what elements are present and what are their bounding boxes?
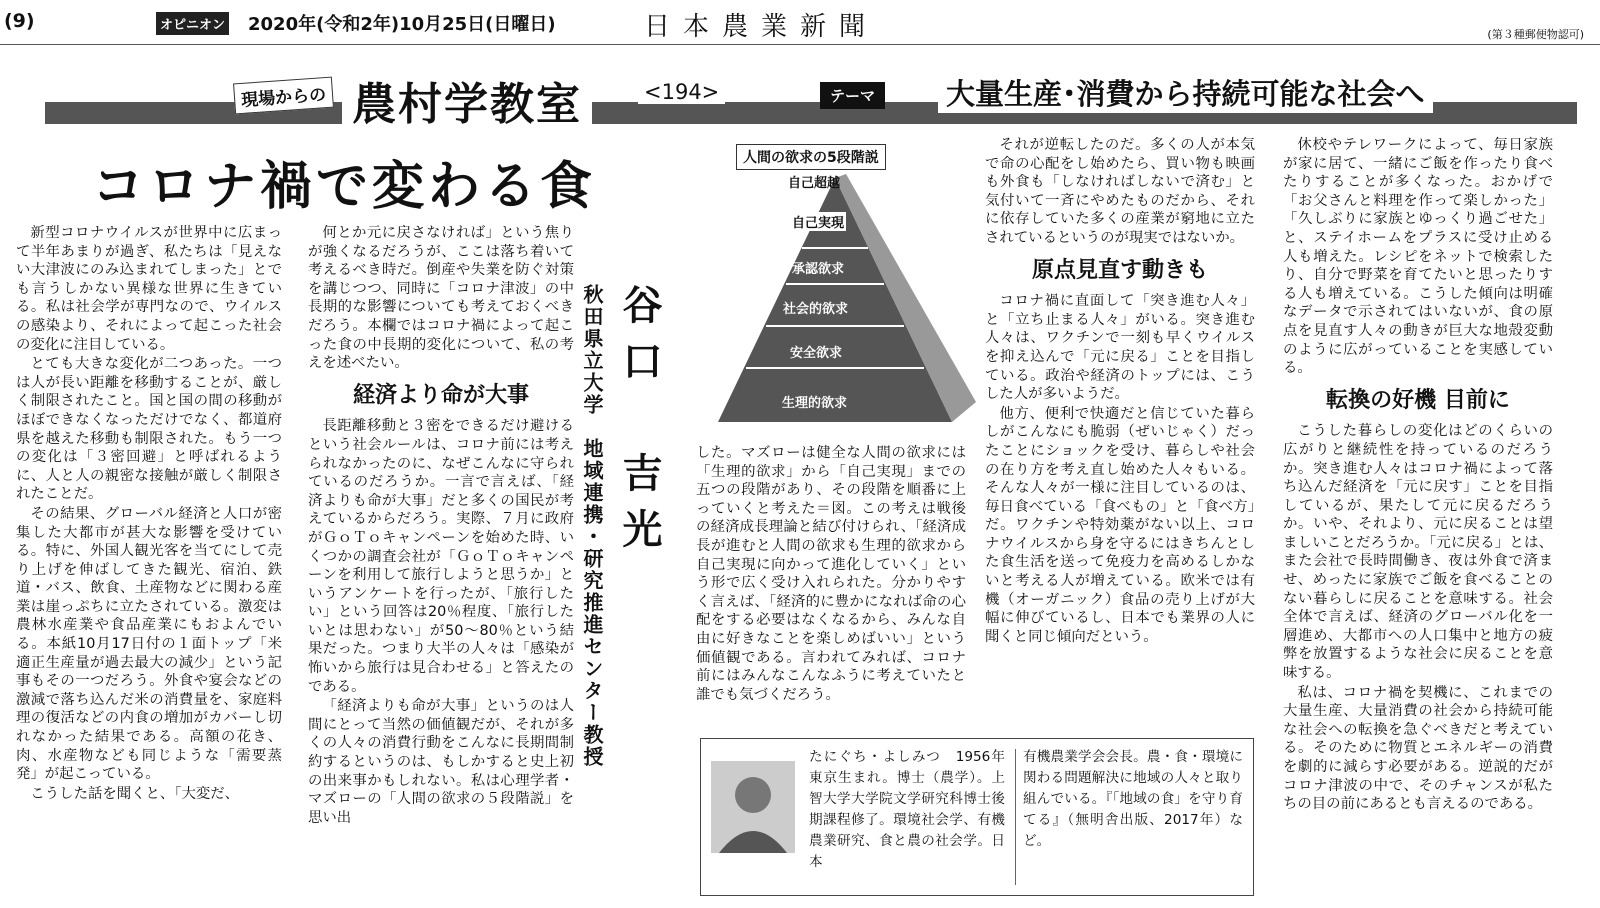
series-number: <194> xyxy=(638,80,725,104)
paragraph: 長距離移動と３密をできるだけ避けるという社会ルールは、コロナ前には考えられなかったのに、なぜこんなに守られているのだろうか。一言で言えば、「経済よりも命が大事」だと多くの国民が考えているからだろう。実際、７月に政府がＧｏＴｏキャンペーンを始めた時、いくつかの調査会社が「ＧｏＴｏキャンペーンを利用して旅行しようと思うか」というアンケートを行ったが、「旅行したい」という回答は20％程度、「旅行したいとは思わない」が50～80％という結果だった。つまり大半の人々は「感染が怖いから旅行は見合わせる」と答えたのである。 xyxy=(308,418,574,695)
series-banner xyxy=(0,52,1600,132)
series-badge: 現場からの xyxy=(233,77,334,115)
issue-date: 2020年(令和2年)10月25日(日曜日) xyxy=(248,14,556,35)
paragraph: その結果、グローバル経済と人口が密集した大都市が甚大な影響を受けている。特に、外国人観光客を当てにして売り上げを伸ばしてきた観光、宿泊、鉄道・バス、飲食、土産物などに関わる産業は崖っぷちに立たされている。激変は農林水産業や食品産業にもおよんでいる。本紙10月17日付の１面トップ「米適正生産量が過去最大の減少」という記事もその一つだろう。外食や宴会などの激減で落ち込んだ米の消費量を、家庭料理の復活などの内食の増加がカバーし切れなかった結果である。高額の花き、肉、水産物なども同じような「需要蒸発」が起こっている。 xyxy=(16,505,282,783)
author-photo xyxy=(711,761,795,853)
paragraph: 「経済よりも命が大事」というのは人間にとって当然の価値観だが、それが多くの人々の消費行動をこんなに長期間制約するというのは、もしかすると史上初の出来事かもしれない。私は心理学者・マズローの「人間の欲求の５段階説」を思い出 xyxy=(308,698,574,826)
author-affiliation: 秋田県立大学 地域連携・研究推進センター教授 xyxy=(580,284,604,768)
subheading: 経済より命が大事 xyxy=(352,382,529,408)
author-name: 谷口 吉光 xyxy=(616,284,663,564)
section-label: オピニオン xyxy=(156,12,229,35)
masthead xyxy=(0,0,1600,45)
pyramid-level-label: 承認欲求 xyxy=(792,262,845,277)
article-headline: コロナ禍で変わる食 xyxy=(92,156,597,217)
theme-title: 大量生産･消費から持続可能な社会へ xyxy=(938,72,1433,113)
author-bio-box xyxy=(700,738,1254,896)
paragraph: 他方、便利で快適だと信じていた暮らしがこんなにも脆弱（ぜいじゃく）だったことにショックを受け、暮らしや社会の在り方を考え直し始めた人々もいる。そんな人々が一様に注目しているのは、毎日食べている「食べもの」と「食べ方」だ。ワクチンや特効薬がない以上、コロナウイルスから身を守るにはきちんとした食生活を送って免疫力を高めるしかないと考える人が増えている。欧米では有機（オーガニック）食品の売り上げが大幅に伸びているし、日本でも業界の人に聞くと同じ傾向だという。 xyxy=(985,405,1255,645)
pyramid-title: 人間の欲求の5段階説 xyxy=(736,144,886,170)
bio-divider xyxy=(1015,749,1016,885)
pyramid-level-label: 自己超越 xyxy=(788,176,841,191)
portrait-icon xyxy=(711,761,795,853)
paragraph: コロナ禍に直面して「突き進む人々」と「立ち止まる人々」がいる。突き進む人々は、ワクチンで一刻も早くウイルスを抑え込んで「元に戻る」ことを目指している。政治や経済のトップには、こうした人が多いようだ。 xyxy=(985,293,1255,403)
paragraph: とても大きな変化が二つあった。一つは人が長い距離を移動することが、厳しく制限されたこと。国と国の間の移動がほぼできなくなっただけでなく、都道府県を越えた移動も制限された。もう一つの変化は「３密回避」と呼ばれるように、人と人の親密な接触が厳しく制限されたことだ。 xyxy=(16,356,282,503)
series-title: 農村学教室 xyxy=(342,68,592,132)
paragraph: こうした話を聞くと、「大変だ、 xyxy=(30,785,240,802)
article-column-1 xyxy=(16,224,282,896)
newspaper-name: 日本農業新聞 xyxy=(644,12,879,42)
paragraph: 何とか元に戻さなければ」という焦りが強くなるだろうが、ここは落ち着いて考えるべき時だ。倒産や失業を防ぐ対策を講じつつ、同時に「コロナ津波」の中長期的な影響についても考えておくべきだろう。本欄ではコロナ禍によって起こった食の中長期的変化について、私の考えを述べたい。 xyxy=(308,225,574,372)
article-column-5 xyxy=(1283,136,1553,906)
bio-text: たにぐち・よしみつ 1956年東京生まれ。博士（農学）。上智大学大学院文学研究科博士後期課程修了。環境社会学、有機農業研究、食と農の社会学。日本 xyxy=(809,749,1005,870)
pyramid-level-label: 生理的欲求 xyxy=(782,396,848,411)
pyramid-level-label: 社会的欲求 xyxy=(783,302,849,317)
paragraph: 休校やテレワークによって、毎日家族が家に居て、一緒にご飯を作ったり食べたりすることが多くなった。おかげで「お父さんと料理を作って楽しかった」「久しぶりに家族とゆっくり過ごせた」と、ステイホームをプラスに受け止める人も増えた。レシピをネットで検索したり、自分で野菜を育てたいと思ったりする人も増えている。こうした傾向は明確なデータで示されてはいないが、食の原点を見直す人々の動きが巨大な地殻変動のように広がっていることを実感している。 xyxy=(1283,137,1553,377)
pyramid-level-label: 自己実現 xyxy=(790,212,846,231)
postal-notice: (第３種郵便物認可) xyxy=(1487,28,1584,41)
maslow-pyramid-figure xyxy=(690,140,980,440)
paragraph: 新型コロナウイルスが世界中に広まって半年あまりが過ぎ、私たちは「見えない大津波にのみ込まれてしまった」とでも言うしかない異様な世界に生きている。私は社会学が専門なので、ウイルスの感染より、それによって起こった社会の変化に注目している。 xyxy=(16,225,282,353)
article-column-2 xyxy=(308,224,574,896)
subheading: 原点見直す動きも xyxy=(1031,257,1208,283)
author-byline xyxy=(580,284,668,894)
page-number: (9) xyxy=(4,10,35,32)
paragraph: こうした暮らしの変化はどのくらいの広がりと継続性を持っているのだろうか。突き進む人々はコロナ禍によって落ち込んだ経済を「元に戻す」ことを目指しているが、果たして元に戻るだろうか。いや、それより、元に戻ることは望ましいことだろうか。「元に戻る」とは、また会社で長時間働き、夜は外食で済ませ、めったに家族でご飯を食べることのない暮らしに戻ることを意味する。社会全体で言えば、経済のグローバル化を一層進め、大都市への人口集中と地方の疲弊を放置するような社会に戻ることを意味する。 xyxy=(1283,423,1553,682)
paragraph: した。マズローは健全な人間の欲求には「生理的欲求」から「自己実現」までの五つの段階があり、その段階を順番に上っていくと考えた＝図。この考えは戦後の経済成長理論と結び付けられ、「経済成長が進むと人間の欲求も生理的欲求から自己実現に向かって進化していく」という形で広く受け入れられた。分かりやすく言えば、「経済的に豊かになれば命の心配をする必要はなくなるから、みんな自由に好きなことを楽しめばいい」という価値観である。言われてみれば、コロナ前にはみんなこんなふうに考えていたと誰でも気づくだろう。 xyxy=(696,445,966,703)
subheading: 転換の好機 目前に xyxy=(1326,387,1510,413)
theme-tag: テーマ xyxy=(820,82,885,109)
paragraph: それが逆転したのだ。多くの人が本気で命の心配をし始めたら、買い物も映画も外食も「しなければしないで済む」と気付いて一斉にやめたものだから、それに依存していた多くの産業が窮地に立たされているというのが現実ではないか。 xyxy=(985,137,1255,246)
article-column-3 xyxy=(696,444,966,726)
bio-text: 有機農業学会会長。農・食・環境に関わる問題解決に地域の人々と取り組んでいる。『「地域の食」を守り育てる』（無明舎出版、2017年）など。 xyxy=(1023,749,1243,849)
pyramid-level-label: 安全欲求 xyxy=(790,346,843,361)
paragraph: 私は、コロナ禍を契機に、これまでの大量生産、大量消費の社会から持続可能な社会への転換を急ぐべきだと考えている。そのために物質とエネルギーの消費を劇的に減らす必要がある。逆説的だがコロナ津波の中で、そのチャンスが私たちの目の前にあるとも言えるのである。 xyxy=(1283,684,1553,813)
